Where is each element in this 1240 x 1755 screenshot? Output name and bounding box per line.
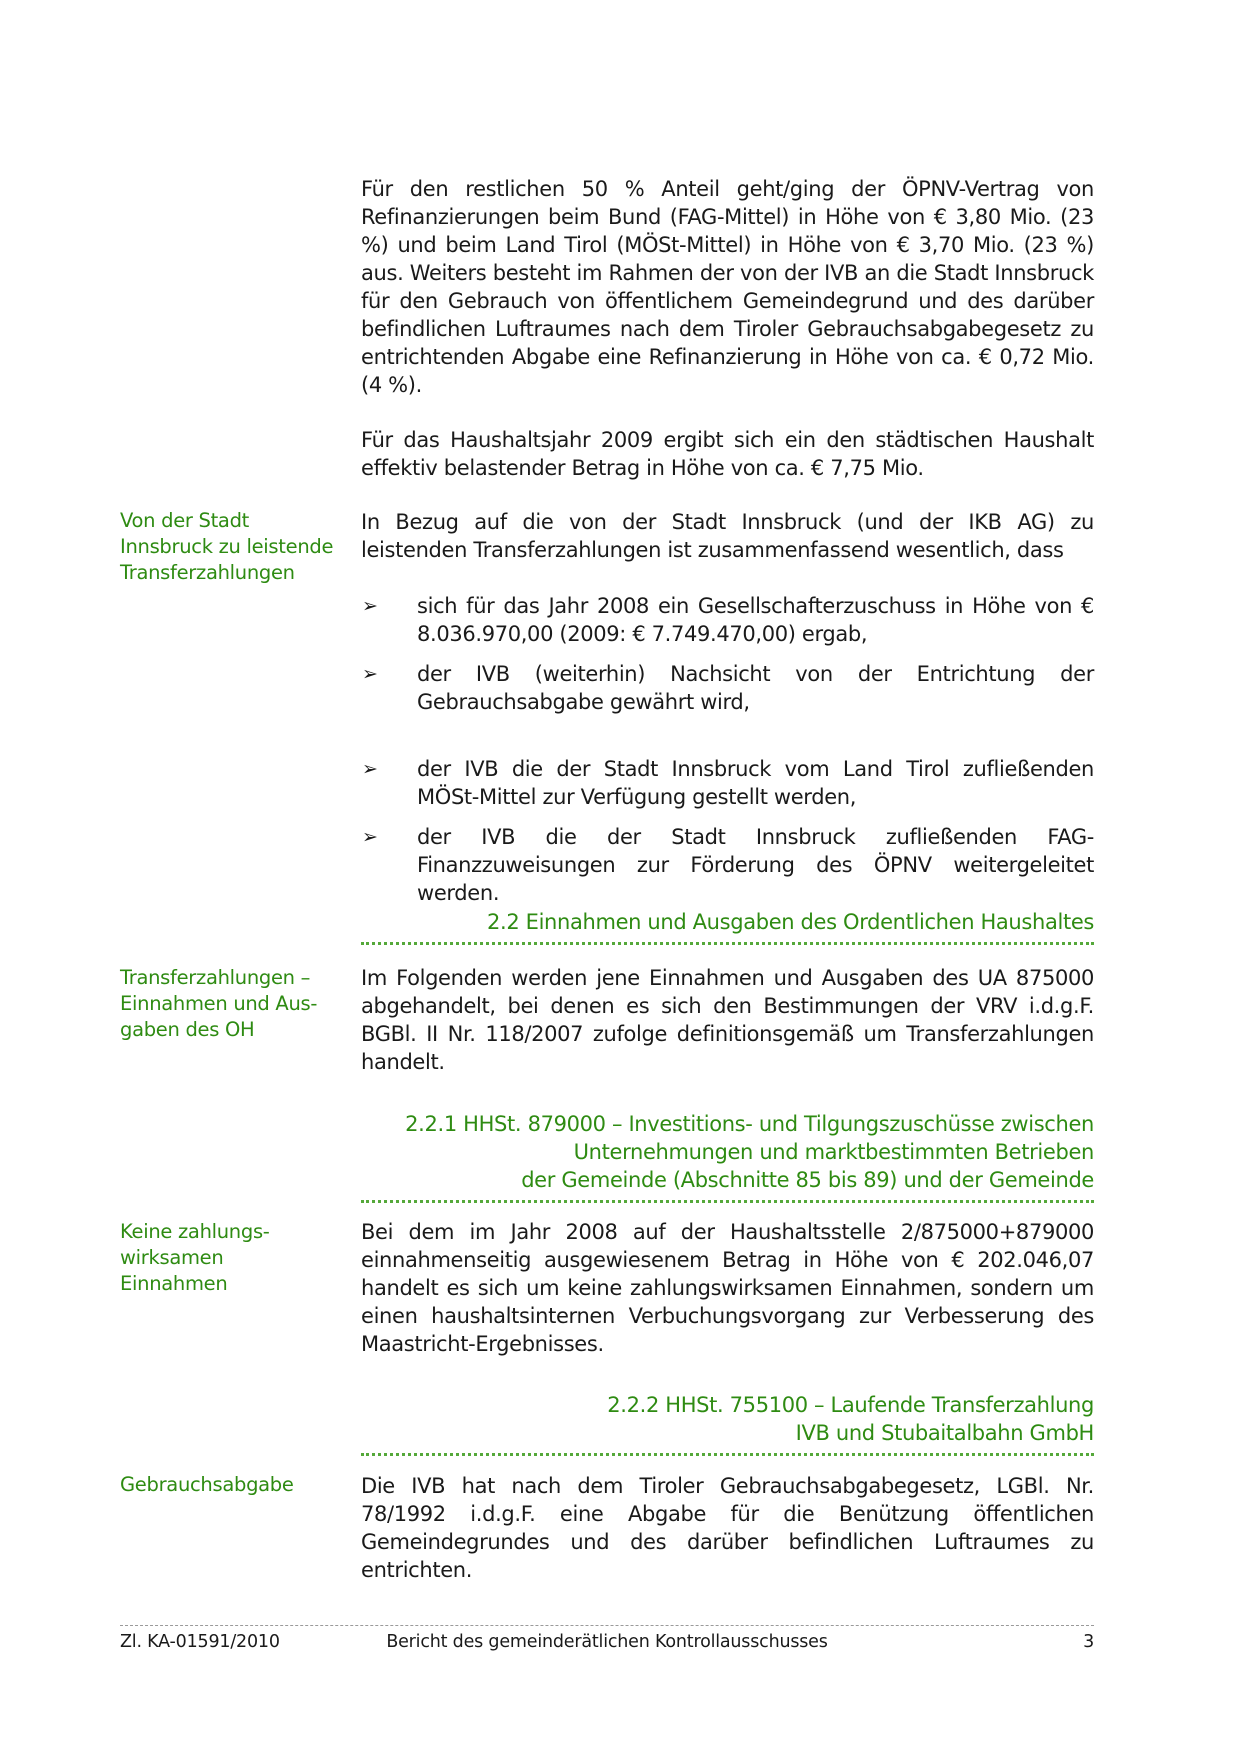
margin-line: wirksamen Einnahmen (120, 1246, 228, 1295)
heading-line: IVB und Stubaitalbahn GmbH (795, 1421, 1094, 1445)
margin-line: Innsbruck zu leistende (120, 535, 334, 558)
margin-line: Keine zahlungs- (120, 1220, 270, 1243)
section-heading-2-2-2 (361, 1391, 1094, 1456)
paragraph-ivb-abgabe (361, 1472, 1094, 1584)
heading-line: Unternehmungen und marktbestimmten Betrieben (573, 1140, 1094, 1164)
paragraph-text: Die IVB hat nach dem Tiroler Gebrauchsabgabegesetz, LGBl. Nr. 78/1992 i.d.g.F. eine Abgabe für die Benützung öffentlichen Gemeindegrundes und des darüber befindlichen Luftraumes zu entrichten. (361, 1474, 1094, 1582)
list-item (361, 592, 1094, 648)
page-number: 3 (1083, 1632, 1094, 1652)
margin-line: Transferzahlungen (120, 561, 295, 584)
margin-note-gebrauchsabgabe (120, 1472, 335, 1498)
section-heading-2-2 (361, 908, 1094, 945)
list-item-text: der IVB die der Stadt Innsbruck vom Land Tirol zufließenden MÖSt-Mittel zur Verfügung gestellt werden, (417, 757, 1094, 809)
margin-line: Transferzahlungen – (120, 966, 311, 989)
paragraph-text: Für das Haushaltsjahr 2009 ergibt sich ein den städtischen Haushalt effektiv belastender Betrag in Höhe von ca. € 7,75 Mio. (361, 428, 1094, 480)
paragraph-bezug (361, 508, 1094, 564)
paragraph-folgenden (361, 964, 1094, 1076)
margin-line: Gebrauchsabgabe (120, 1473, 294, 1496)
list-item (361, 823, 1094, 907)
margin-line: Von der Stadt (120, 509, 250, 532)
list-item-text: sich für das Jahr 2008 ein Gesellschafterzuschuss in Höhe von € 8.036.970,00 (2009: € 7.749.470,00) ergab, (417, 594, 1094, 646)
margin-note-keine-einnahmen (120, 1219, 335, 1297)
paragraph-text: Für den restlichen 50 % Anteil geht/ging der ÖPNV-Vertrag von Refinanzierungen beim Bund (FAG-Mittel) in Höhe von € 3,80 Mio. (23 %) und beim Land Tirol (MÖSt-Mittel) in Höhe von € 3,70 Mio. (23 %) aus. Weiters besteht im Rahmen der von der IVB an die Stadt Innsbruck für den Gebrauch von öffentlichem Gemeindegrund und des darüber befindlichen Luftraumes nach dem Tiroler Gebrauchsabgabegesetz zu entrichtenden Abgabe eine Refinanzierung in Höhe von ca. € 0,72 Mio. (4 %). (361, 177, 1094, 397)
margin-note-transferzahlungen (120, 508, 335, 586)
margin-note-einnahmen-ausgaben (120, 965, 335, 1043)
arrow-bullet-icon: ➢ (362, 595, 378, 617)
list-item (361, 660, 1094, 716)
document-reference: Zl. KA-01591/2010 (120, 1632, 280, 1652)
heading-line: 2.2 Einnahmen und Ausgaben des Ordentlichen Haushaltes (486, 910, 1094, 934)
list-item-text: der IVB (weiterhin) Nachsicht von der Entrichtung der Gebrauchsabgabe gewährt wird, (417, 662, 1094, 714)
report-title: Bericht des gemeinderätlichen Kontrollausschusses (386, 1632, 828, 1652)
page-footer (120, 1625, 1094, 1654)
arrow-bullet-icon: ➢ (362, 663, 378, 685)
arrow-bullet-icon: ➢ (362, 826, 378, 848)
list-item (361, 755, 1094, 811)
paragraph-text: Bei dem im Jahr 2008 auf der Haushaltsstelle 2/875000+879000 einnahmenseitig ausgewiesenem Betrag in Höhe von € 202.046,07 handelt es sich um keine zahlungswirksamen Einnahmen, sondern um einen haushaltsinternen Verbuchungsvorgang zur Verbesserung des Maastricht-Ergebnisses. (361, 1220, 1094, 1356)
paragraph-text: Im Folgenden werden jene Einnahmen und Ausgaben des UA 875000 abgehandelt, bei denen es sich den Bestimmungen der VRV i.d.g.F. BGBl. II Nr. 118/2007 zufolge definitionsgemäß um Transferzahlungen handelt. (361, 966, 1094, 1074)
section-heading-2-2-1 (361, 1110, 1094, 1203)
paragraph-haushaltsstelle (361, 1218, 1094, 1358)
paragraph-text: In Bezug auf die von der Stadt Innsbruck (und der IKB AG) zu leistenden Transferzahlungen ist zusammenfassend wesentlich, dass (361, 510, 1094, 562)
arrow-bullet-icon: ➢ (362, 758, 378, 780)
heading-line: der Gemeinde (Abschnitte 85 bis 89) und der Gemeinde (521, 1168, 1094, 1192)
heading-line: 2.2.1 HHSt. 879000 – Investitions- und Tilgungszuschüsse zwischen (405, 1112, 1094, 1136)
margin-line: Einnahmen und Aus- (120, 992, 318, 1015)
paragraph-refinanzierung (361, 175, 1094, 399)
list-item-text: der IVB die der Stadt Innsbruck zufließenden FAG-Finanzzuweisungen zur Förderung des ÖPNV weitergeleitet werden. (417, 825, 1094, 905)
heading-line: 2.2.2 HHSt. 755100 – Laufende Transferzahlung (607, 1393, 1094, 1417)
margin-line: gaben des OH (120, 1018, 255, 1041)
paragraph-haushaltsjahr (361, 426, 1094, 482)
